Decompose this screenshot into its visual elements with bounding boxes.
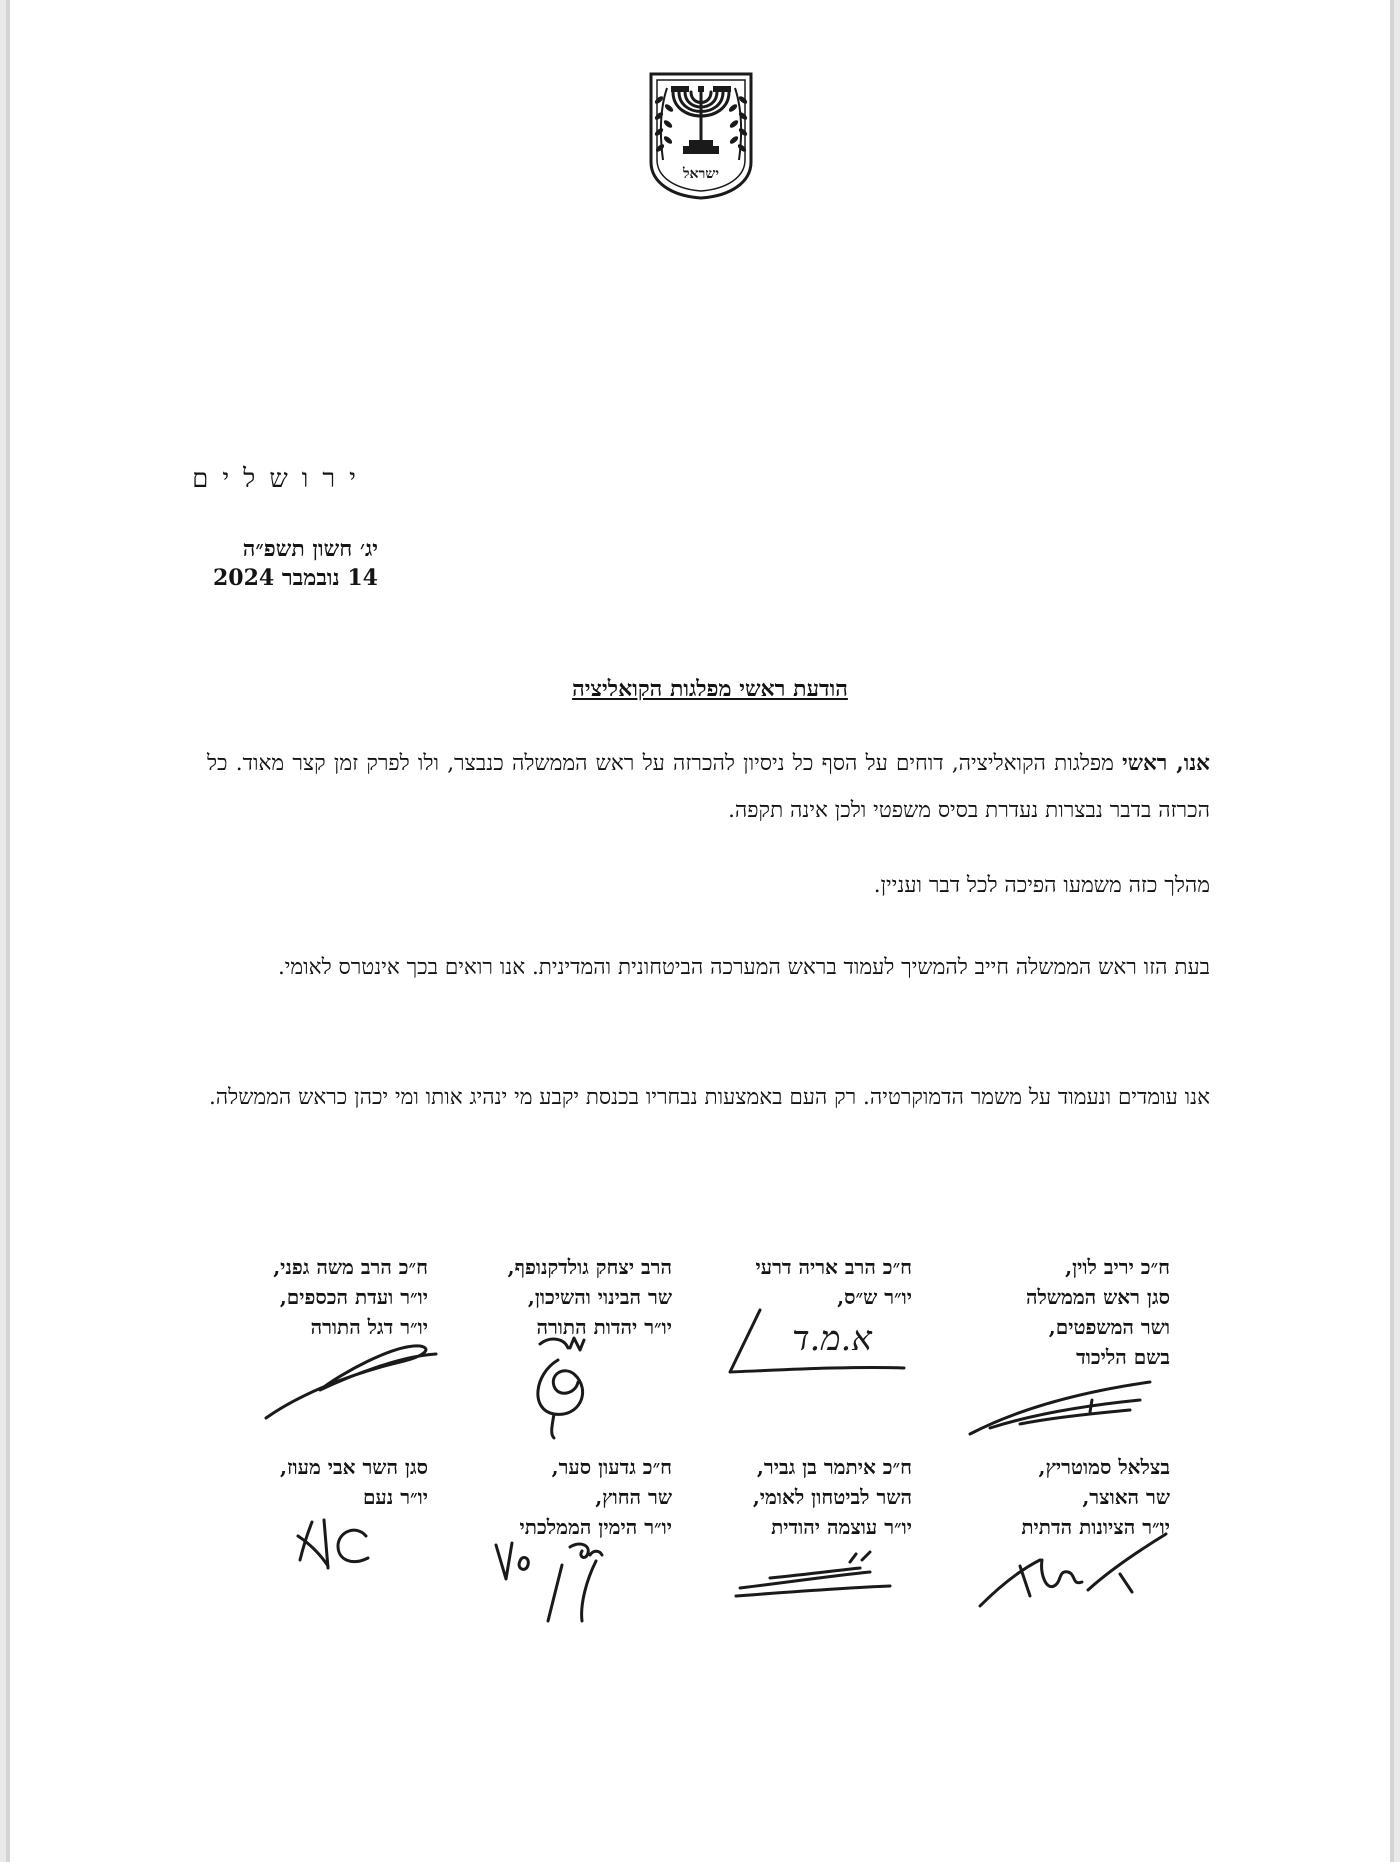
signatory-line: שר החוץ, [595,1485,672,1509]
signature-ben-gvir-icon [730,1548,900,1604]
gregorian-date: 14 נובמבר 2024 [212,565,378,591]
signatory-block-levin [900,1252,1170,1372]
signatory-line: ושר המשפטים, [1048,1315,1170,1339]
signatory-line: ח״כ הרב משה גפני, [273,1255,428,1279]
signatory-line: יו״ר ש״ס, [837,1285,912,1309]
signature-levin-icon [960,1378,1160,1438]
signatory-block-smotrich [900,1452,1170,1542]
signatory-line: ח״כ יריב לוין, [1065,1255,1170,1279]
signatory-line: יו״ר הימין הממלכתי [519,1515,672,1539]
signatory-block-goldknopf [402,1252,672,1342]
signatory-line: סגן ראש הממשלה [1025,1285,1170,1309]
letter-title: הודעת ראשי מפלגות הקואליציה [572,676,848,702]
paragraph-3: בעת הזו ראש הממשלה חייב להמשיך לעמוד בראש המערכה הביטחונית והמדינית. אנו רואים בכך אינטרס לאומי. [277,955,1210,980]
menorah-emblem-icon [645,70,757,200]
signatory-line: ח״כ גדעון סער, [551,1455,672,1479]
page-edge-right [1390,0,1394,1862]
signatory-line: ח״כ הרב אריה דרעי [755,1255,912,1279]
signatory-line: שר הבינוי והשיכון, [527,1285,672,1309]
signatory-line: יו״ר ועדת הכספים, [279,1285,428,1309]
paragraph-1-rest: מפלגות הקואליציה, דוחים על הסף כל ניסיון להכרזה על ראש הממשלה כנבצר, ולו לפרק זמן קצר מאוד. כל הכרזה בדבר נבצרות נעדרת בסיס משפטי ולכן אינה תקפה. [207,751,1210,823]
signature-saar-icon [490,1535,640,1625]
signatory-block-maoz [158,1452,428,1512]
signature-smotrich-icon [960,1530,1170,1610]
signatory-block-ben-gvir [642,1452,912,1542]
signatory-line: יו״ר יהדות התורה [536,1315,672,1339]
signatory-line: יו״ר הציונות הדתית [1021,1515,1170,1539]
signatory-line: שר האוצר, [1082,1485,1170,1509]
city-heading: ירושלים [192,464,370,494]
signature-maoz-icon [290,1514,380,1574]
signatory-line: השר לביטחון לאומי, [752,1485,912,1509]
signature-goldknopf-icon [510,1330,630,1440]
paragraph-1-lead: אנו, ראשי [1122,751,1210,776]
page-edge-left [6,0,10,1862]
signatory-line: בצלאל סמוטריץ, [1038,1455,1170,1479]
signatory-line: יו״ר דגל התורה [310,1315,428,1339]
signatory-line: הרב יצחק גולדקנופף, [507,1255,672,1279]
signatory-block-gafni [158,1252,428,1342]
signature-deri-handwriting: א.מ.ד [792,1319,872,1359]
paragraph-2: מהלך כזה משמעו הפיכה לכל דבר ועניין. [873,873,1210,898]
paragraph-1 [207,740,1210,834]
signatory-block-saar [402,1452,672,1542]
signatory-line: סגן השר אבי מעוז, [279,1455,428,1479]
signature-deri-icon [720,1300,920,1380]
hebrew-date: יג׳ חשון תשפ״ה [242,536,378,562]
paragraph-4: אנו עומדים ונעמוד על משמר הדמוקרטיה. רק העם באמצעות נבחריו בכנסת יקבע מי ינהיג אותו ומי יכהן כראש הממשלה. [208,1085,1210,1110]
letter-page [10,0,1390,1862]
signatory-line: בשם הליכוד [1076,1345,1170,1369]
signatory-line: יו״ר נעם [362,1485,428,1509]
signatory-line: ח״כ איתמר בן גביר, [756,1455,912,1479]
signatory-line: יו״ר עוצמה יהודית [771,1515,912,1539]
signature-gafni-icon [260,1334,440,1422]
emblem-inscription: ישראל [683,166,719,182]
